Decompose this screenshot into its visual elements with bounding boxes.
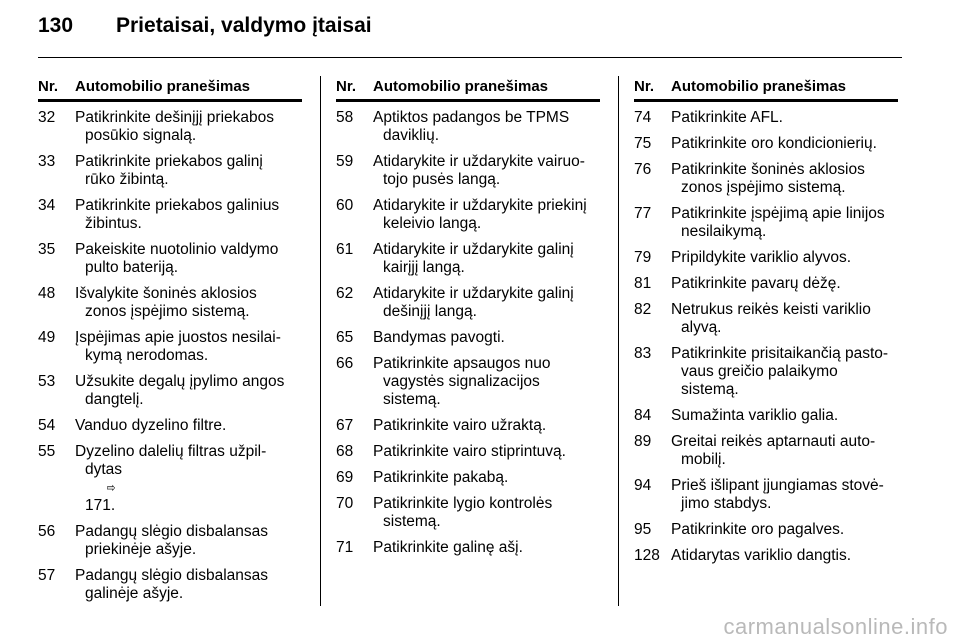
message-line [373,469,600,487]
page-reference-arrow-icon: ⇨ [106,480,116,495]
message-line [671,301,898,319]
message-line [671,477,898,495]
table-row [38,417,302,435]
message-line [75,153,302,171]
table-row [634,547,898,565]
message-column-1 [38,78,302,611]
message-line [671,205,898,223]
message-line-text: Atidarykite ir uždarykite galinį [373,285,574,302]
message-line [75,461,302,515]
table-row [38,153,302,189]
message-line-text: Sumažinta variklio galia. [671,407,839,424]
message-line-text: Patikrinkite prisitaikančią pasto- [671,345,889,362]
message-line [373,153,600,171]
message-number: 33 [38,153,56,170]
message-line-text: Patikrinkite oro pagalves. [671,521,845,538]
message-line-text: kymą nerodomas. [85,347,209,364]
message-line [373,373,600,391]
table-row [336,153,600,189]
message-line [671,319,898,337]
message-line-text: Pripildykite variklio alyvos. [671,249,852,266]
message-number: 71 [336,539,354,556]
message-line-text: Patikrinkite šoninės aklosios [671,161,865,178]
message-text [671,477,898,513]
message-line-text: Patikrinkite vairo užraktą. [373,417,547,434]
message-number: 56 [38,523,56,540]
message-line-text: Prieš išlipant įjungiamas stovė- [671,477,884,494]
message-number: 53 [38,373,56,390]
message-text [671,109,898,127]
message-line-text: Aptiktos padangos be TPMS [373,109,570,126]
message-text [75,285,302,321]
message-line-text: Patikrinkite lygio kontrolės [373,495,553,512]
message-line-text: Pakeiskite nuotolinio valdymo [75,241,279,258]
column-divider [618,76,619,606]
column-divider [320,76,321,606]
message-number: 34 [38,197,56,214]
header-number: Nr. [38,78,59,95]
message-line-text: Patikrinkite įspėjimą apie linijos [671,205,885,222]
table-row [336,495,600,531]
table-row [634,109,898,127]
table-row [634,135,898,153]
header-message: Automobilio pranešimas [75,78,251,95]
message-text [373,329,600,347]
table-row [38,109,302,145]
message-number: 77 [634,205,652,222]
message-line [671,363,898,399]
message-line [671,161,898,179]
message-number: 69 [336,469,354,486]
table-row [336,241,600,277]
message-text [75,523,302,559]
message-line [373,285,600,303]
message-text [373,539,600,557]
message-line [671,433,898,451]
message-line [671,223,898,241]
message-text [373,355,600,409]
message-line-text: Greitai reikės aptarnauti auto- [671,433,876,450]
table-row [634,345,898,399]
message-line-text: sistemą. [383,391,441,408]
table-row [38,373,302,409]
message-text [671,275,898,293]
message-text [373,495,600,531]
message-number: 65 [336,329,354,346]
message-text [671,135,898,153]
message-line [75,197,302,215]
message-text [75,197,302,233]
message-line [671,345,898,363]
message-line [75,303,302,321]
message-line-text: Patikrinkite pavarų dėžę. [671,275,841,292]
table-row [38,443,302,515]
table-row [634,205,898,241]
message-line-text: alyvą. [681,319,722,336]
message-text [373,241,600,277]
table-row [38,567,302,603]
message-text [75,329,302,365]
message-line-text: Patikrinkite priekabos galinį [75,153,263,170]
message-text [75,443,302,515]
message-number: 128 [634,547,660,564]
message-line [373,329,600,347]
message-number: 66 [336,355,354,372]
message-line-text: priekinėje ašyje. [85,541,197,558]
message-line [75,417,302,435]
message-line [373,391,600,409]
message-number: 83 [634,345,652,362]
message-text [671,301,898,337]
message-number: 35 [38,241,56,258]
header-number: Nr. [336,78,357,95]
message-number: 62 [336,285,354,302]
message-line [373,215,600,233]
message-line [671,495,898,513]
table-row [336,355,600,409]
message-number: 57 [38,567,56,584]
message-line [671,109,898,127]
message-line [75,443,302,461]
message-text [671,205,898,241]
table-row [336,417,600,435]
message-line [671,275,898,293]
message-text [373,153,600,189]
message-number: 68 [336,443,354,460]
message-line-text: Išvalykite šoninės aklosios [75,285,257,302]
message-line-text: Įspėjimas apie juostos nesilai- [75,329,281,346]
table-header [38,78,302,102]
message-line [75,347,302,365]
message-text [75,567,302,603]
message-number: 75 [634,135,652,152]
message-number: 95 [634,521,652,538]
message-text [671,547,898,565]
message-text [75,417,302,435]
message-number: 84 [634,407,652,424]
message-line [671,451,898,469]
message-line-text: kairįjį langą. [383,259,465,276]
message-number: 89 [634,433,652,450]
message-line [75,391,302,409]
message-line [373,241,600,259]
message-line [373,355,600,373]
table-row [336,539,600,557]
table-row [38,523,302,559]
table-row [634,275,898,293]
message-number: 48 [38,285,56,302]
message-line-text: Atidarykite ir uždarykite priekinį [373,197,587,214]
message-number: 74 [634,109,652,126]
message-line-text: dangtelį. [85,391,144,408]
message-line [373,539,600,557]
message-line-text: posūkio signalą. [85,127,197,144]
table-row [38,197,302,233]
message-line-text: dešinįjį langą. [383,303,477,320]
message-line [75,127,302,145]
message-line-text: Atidarykite ir uždarykite galinį [373,241,574,258]
message-line-text: Atidarykite ir uždarykite vairuo- [373,153,585,170]
message-text [671,249,898,267]
message-line [373,127,600,145]
message-text [373,417,600,435]
message-line-text: Padangų slėgio disbalansas [75,523,269,540]
message-line [373,443,600,461]
table-row [336,329,600,347]
message-line [373,171,600,189]
message-number: 76 [634,161,652,178]
message-text [671,433,898,469]
message-line-text: tojo pusės langą. [383,171,501,188]
table-row [336,469,600,487]
page-header [38,14,372,38]
message-line [75,285,302,303]
message-line [671,547,898,565]
message-line [671,521,898,539]
message-number: 81 [634,275,652,292]
message-column-3 [634,78,898,573]
message-text [75,373,302,409]
table-header [634,78,898,102]
message-line-text: daviklių. [383,127,439,144]
message-line [75,215,302,233]
table-row [634,249,898,267]
page-number: 130 [38,14,74,37]
message-line [671,407,898,425]
message-line [75,373,302,391]
message-line-text: Patikrinkite vairo stiprintuvą. [373,443,566,460]
message-line-text: sistemą. [383,513,441,530]
message-number: 61 [336,241,354,258]
message-line-text: mobilį. [681,451,726,468]
message-line-text: vaus greičio palaikymo sistemą. [681,363,838,398]
message-number: 67 [336,417,354,434]
page-title: Prietaisai, valdymo įtaisai [116,14,372,37]
message-line [75,259,302,277]
message-line [373,259,600,277]
table-row [634,301,898,337]
message-text [671,345,898,399]
message-line [373,513,600,531]
header-message: Automobilio pranešimas [671,78,847,95]
message-line-text: keleivio langą. [383,215,482,232]
message-line [671,135,898,153]
message-line-text: Bandymas pavogti. [373,329,505,346]
message-line [75,109,302,127]
table-row [634,161,898,197]
message-line-text: rūko žibintą. [85,171,169,188]
message-line-text: pulto bateriją. [85,259,179,276]
message-line-text: žibintus. [85,215,142,232]
message-text [373,285,600,321]
message-line-text: zonos įspėjimo sistemą. [681,179,846,196]
message-line [75,585,302,603]
table-header [336,78,600,102]
message-line [373,197,600,215]
message-line-text: Patikrinkite galinę ašį. [373,539,523,556]
message-line-text: Netrukus reikės keisti variklio [671,301,871,318]
message-line-text: jimo stabdys. [681,495,772,512]
message-text [373,443,600,461]
table-row [38,285,302,321]
header-rule [38,57,902,58]
table-row [634,521,898,539]
table-row [336,197,600,233]
table-row [634,433,898,469]
message-line [75,541,302,559]
message-line-text: Atidarytas variklio dangtis. [671,547,852,564]
message-line [373,417,600,435]
message-line-text: Patikrinkite dešinįjį priekabos [75,109,275,126]
message-line-text: Vanduo dyzelino filtre. [75,417,227,434]
message-line [373,109,600,127]
message-text [75,109,302,145]
message-number: 59 [336,153,354,170]
message-text [373,197,600,233]
message-column-2 [336,78,600,565]
message-text [671,407,898,425]
message-number: 79 [634,249,652,266]
header-number: Nr. [634,78,655,95]
message-line-text: Patikrinkite priekabos galinius [75,197,280,214]
message-text [373,469,600,487]
message-text [75,153,302,189]
message-line [75,241,302,259]
message-line-text: Patikrinkite pakabą. [373,469,509,486]
message-line [373,303,600,321]
message-text [75,241,302,277]
message-text [671,521,898,539]
message-line [75,329,302,347]
message-line-text: dytas [85,461,123,478]
message-line-text: Patikrinkite oro kondicionierių. [671,135,877,152]
table-row [634,407,898,425]
message-text [373,109,600,145]
table-row [38,329,302,365]
message-line [671,249,898,267]
message-number: 82 [634,301,652,318]
message-line [75,523,302,541]
message-line-text: vagystės signalizacijos [383,373,540,390]
message-line [373,495,600,513]
table-row [634,477,898,513]
watermark: carmanualsonline.info [723,614,948,639]
table-row [38,241,302,277]
message-number: 60 [336,197,354,214]
message-line-text: Patikrinkite apsaugos nuo [373,355,551,372]
message-text [671,161,898,197]
message-line [75,567,302,585]
message-number: 70 [336,495,354,512]
message-line-text: Patikrinkite AFL. [671,109,783,126]
message-number: 32 [38,109,56,126]
table-row [336,109,600,145]
message-line-text: Padangų slėgio disbalansas [75,567,269,584]
message-number: 49 [38,329,56,346]
message-line [671,179,898,197]
message-number: 54 [38,417,56,434]
header-message: Automobilio pranešimas [373,78,549,95]
message-line-text: Dyzelino dalelių filtras užpil- [75,443,267,460]
message-line [75,171,302,189]
message-line-text: nesilaikymą. [681,223,767,240]
message-line-text: galinėje ašyje. [85,585,184,602]
message-number: 58 [336,109,354,126]
table-row [336,285,600,321]
table-row [336,443,600,461]
message-line-text: zonos įspėjimo sistemą. [85,303,250,320]
message-line-text: Užsukite degalų įpylimo angos [75,373,285,390]
message-number: 55 [38,443,56,460]
page-reference[interactable]: 171. [85,497,116,514]
message-number: 94 [634,477,652,494]
